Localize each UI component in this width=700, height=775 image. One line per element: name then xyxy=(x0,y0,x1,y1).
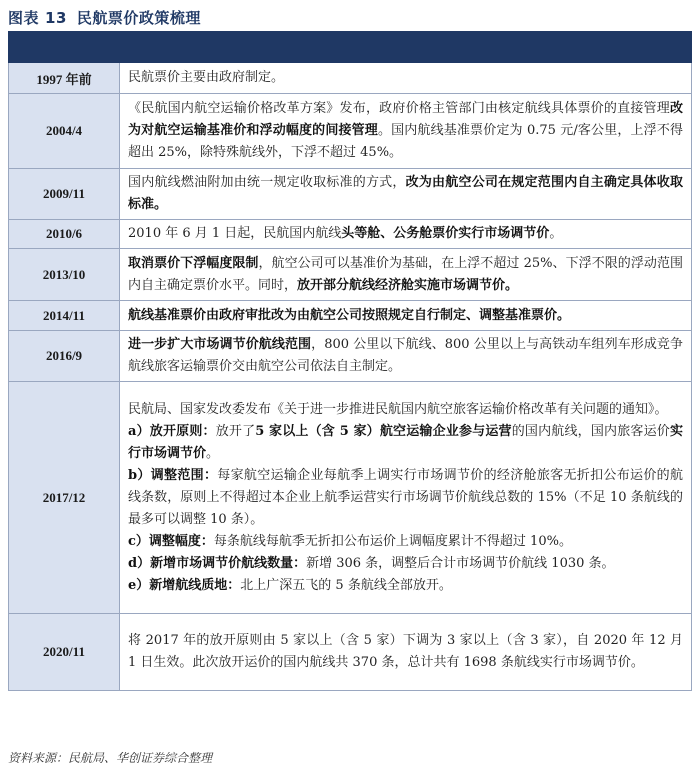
description-paragraph xyxy=(128,421,683,465)
description-cell xyxy=(120,220,692,249)
description-cell xyxy=(120,94,692,169)
date-cell: 2010/6 xyxy=(9,220,120,249)
emphasis-text: b）调整范围： xyxy=(128,467,218,483)
date-cell: 2016/9 xyxy=(9,331,120,382)
policy-text: 每家航空运输企业每航季上调实行市场调节价的经济舱旅客无折扣公布运价的航线条数，原则上不得超过本企业上航季运营实行市场调节价航线总数的 15%（不足 10 条航线的最多可以调整 10 条）。 xyxy=(128,467,683,527)
policy-table xyxy=(8,32,692,691)
table-row xyxy=(9,614,692,691)
description-cell xyxy=(120,63,692,94)
description-cell xyxy=(120,169,692,220)
emphasis-text: c）调整幅度： xyxy=(128,533,214,549)
description-cell xyxy=(120,382,692,614)
description-cell xyxy=(120,331,692,382)
figure-title-number: 13 xyxy=(45,9,67,27)
policy-text: 2010 年 6 月 1 日起，民航国内航线 xyxy=(128,226,342,241)
description-paragraph xyxy=(128,531,683,553)
date-cell: 1997 年前 xyxy=(9,63,120,94)
policy-text: 的国内航线，国内旅客运价 xyxy=(511,423,670,439)
policy-text: 北上广深五飞的 5 条航线全部放开。 xyxy=(240,577,452,593)
description-paragraph xyxy=(128,399,683,421)
emphasis-text: 实行市场调节价 xyxy=(128,423,683,461)
table-row xyxy=(9,169,692,220)
table-row xyxy=(9,382,692,614)
description-paragraph xyxy=(128,465,683,531)
policy-text: 民航局、国家发改委发布《关于进一步推进民航国内航空旅客运输价格改革有关问题的通知》。 xyxy=(128,401,668,417)
policy-text: 。国内航线基准票价定为 0.75 元/客公里，上浮不得超出 25%，除特殊航线外，下浮不超过 45%。 xyxy=(128,123,683,160)
policy-text: 民航票价主要由政府制定。 xyxy=(128,70,285,85)
date-cell: 2017/12 xyxy=(9,382,120,614)
table-row xyxy=(9,331,692,382)
figure-title-prefix: 图表 xyxy=(8,9,40,27)
date-cell: 2004/4 xyxy=(9,94,120,169)
policy-text: ，航空公司可以基准价为基础，在上浮不超过 25%、下浮不限的浮动范围内自主确定票价水平。同时， xyxy=(128,255,683,293)
date-cell: 2013/10 xyxy=(9,249,120,301)
policy-text: 国内航线燃油附加由统一规定收取标准的方式， xyxy=(128,175,406,190)
emphasis-text: a）放开原则： xyxy=(128,423,216,439)
date-cell: 2014/11 xyxy=(9,301,120,331)
header-cell-desc xyxy=(120,33,692,63)
policy-text: 放开了 xyxy=(215,423,256,439)
emphasis-text: 5 家以上（含 5 家）航空运输企业参与运营 xyxy=(255,423,512,439)
table-row xyxy=(9,301,692,331)
table-header-row xyxy=(9,33,692,63)
figure-title-text: 民航票价政策梳理 xyxy=(76,9,201,27)
emphasis-text: d）新增市场调节价航线数量： xyxy=(128,555,307,571)
policy-text: 每条航线每航季无折扣公布运价上调幅度累计不得超过 10%。 xyxy=(213,533,572,549)
emphasis-text: 头等舱、公务舱票价实行市场调节价 xyxy=(341,226,550,241)
policy-text: 将 2017 年的放开原则由 5 家以上（含 5 家）下调为 3 家以上（含 3 家），自 2020 年 12 月 1 日生效。此次放开运价的国内航线共 370 条，总计共有 1698 条航线实行市场调节价。 xyxy=(128,633,683,670)
figure-title xyxy=(8,7,201,28)
emphasis-text: 改为对航空运输基准价和浮动幅度的间接管理 xyxy=(128,101,683,138)
description-cell xyxy=(120,249,692,301)
emphasis-text: 进一步扩大市场调节价航线范围 xyxy=(128,337,312,352)
description-cell xyxy=(120,301,692,331)
header-cell-date xyxy=(9,33,120,63)
table-row xyxy=(9,220,692,249)
description-cell xyxy=(120,614,692,691)
policy-text: ，800 公里以下航线、800 公里以上与高铁动车组列车形成竞争航线旅客运输票价交由航空公司依法自主制定。 xyxy=(128,337,683,374)
emphasis-text: e）新增航线质地： xyxy=(128,577,241,593)
description-paragraph xyxy=(128,575,683,597)
emphasis-text: 取消票价下浮幅度限制 xyxy=(128,255,259,271)
policy-text: 。 xyxy=(206,445,220,461)
table-row xyxy=(9,63,692,94)
table-row xyxy=(9,94,692,169)
policy-text: 新增 306 条，调整后合计市场调节价航线 1030 条。 xyxy=(306,555,615,571)
policy-text: 《民航国内航空运输价格改革方案》发布，政府价格主管部门由核定航线具体票价的直接管理 xyxy=(128,101,670,116)
description-paragraph xyxy=(128,553,683,575)
date-cell: 2020/11 xyxy=(9,614,120,691)
emphasis-text: 放开部分航线经济舱实施市场调节价。 xyxy=(297,277,519,293)
date-cell: 2009/11 xyxy=(9,169,120,220)
source-note: 资料来源：民航局、华创证券综合整理 xyxy=(8,751,213,765)
policy-text: 。 xyxy=(549,226,563,241)
table-row xyxy=(9,249,692,301)
emphasis-text: 改为由航空公司在规定范围内自主确定具体收取标准。 xyxy=(128,175,683,212)
emphasis-text: 航线基准票价由政府审批改为由航空公司按照规定自行制定、调整基准票价。 xyxy=(128,307,571,323)
